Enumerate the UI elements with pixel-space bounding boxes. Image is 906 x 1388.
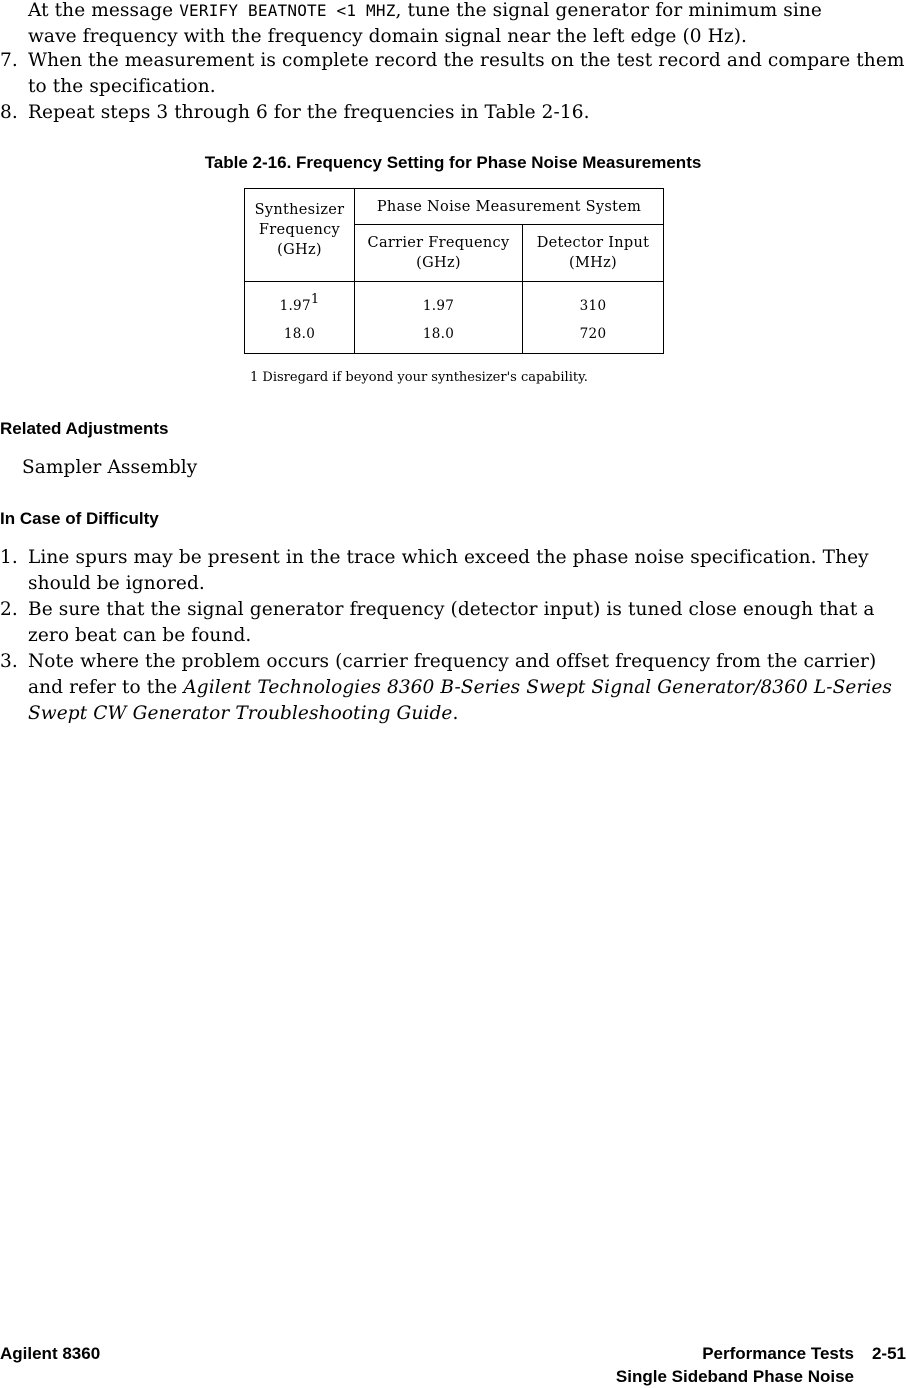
step-text-line-1: When the measurement is complete record the results on the test record and compare them [28, 50, 905, 71]
item-text-line-1: Be sure that the signal generator frequency (detector input) is tuned close enough that a [28, 599, 875, 620]
intro-prefix: At the message [28, 0, 180, 21]
header-line: Detector Input [536, 235, 650, 251]
guide-title-part-1: Agilent Technologies 8360 B-Series Swept Signal Generator/8360 L-Series [183, 677, 893, 698]
item-text-line-2: zero beat can be found. [28, 625, 252, 646]
footer-page-number: 2-51 [871, 1344, 906, 1363]
verify-beatnote-message: VERIFY BEATNOTE <1 MHZ [179, 1, 396, 20]
intro-paragraph [28, 0, 822, 24]
detector-input-header [523, 225, 664, 282]
header-line: (GHz) [416, 255, 461, 271]
header-line: Frequency [258, 222, 341, 238]
step-7 [0, 48, 906, 100]
guide-title-part-2: Swept CW Generator Troubleshooting Guide [28, 703, 453, 724]
intro-suffix: , tune the signal generator for minimum sine [395, 0, 822, 21]
step-text-line-1: Repeat steps 3 through 6 for the frequencies in Table 2-16. [28, 102, 590, 123]
intro-line-2: wave frequency with the frequency domain signal near the left edge (0 Hz). [28, 26, 747, 47]
footer-section: Performance Tests [702, 1344, 854, 1363]
difficulty-item-3 [0, 649, 906, 727]
step-number: 8. [0, 102, 18, 123]
related-adjustments-heading: Related Adjustments [0, 419, 169, 438]
synth-cell [245, 282, 355, 322]
item-number: 3. [0, 651, 18, 672]
item-text-line-1: Line spurs may be present in the trace which exceed the phase noise specification. They [28, 547, 869, 568]
period: . [452, 703, 459, 724]
item-number: 1. [0, 547, 18, 568]
item-text-line-2: should be ignored. [28, 573, 205, 594]
carrier-cell: 1.97 [355, 282, 523, 322]
header-line: Carrier Frequency [367, 235, 510, 251]
item-text-line-2 [28, 675, 892, 701]
header-line: (GHz) [277, 242, 322, 258]
item-text-line-3 [28, 701, 458, 727]
item-text-line-1: Note where the problem occurs (carrier frequency and offset frequency from the carrier) [28, 651, 877, 672]
table-title: Table 2-16. Frequency Setting for Phase Noise Measurements [204, 153, 702, 172]
difficulty-item-2 [0, 597, 906, 649]
synthesizer-frequency-header [245, 189, 355, 282]
header-line: Synthesizer [254, 202, 345, 218]
sampler-assembly-item: Sampler Assembly [22, 457, 198, 478]
step-number: 7. [0, 50, 18, 71]
step-text-line-2: to the specification. [28, 76, 216, 97]
refer-prefix: and refer to the [28, 677, 184, 698]
footer-product: Agilent 8360 [0, 1344, 101, 1363]
detector-cell: 310 [523, 282, 664, 322]
footer-subsection: Single Sideband Phase Noise [615, 1367, 854, 1386]
table-header-row-1 [245, 189, 664, 225]
table-row [245, 282, 664, 322]
phase-noise-system-header: Phase Noise Measurement System [355, 189, 664, 225]
table-footnote: 1 Disregard if beyond your synthesizer's capability. [250, 370, 588, 385]
frequency-setting-table [244, 188, 664, 354]
footnote-marker: 1 [310, 291, 320, 307]
header-line: (MHz) [569, 255, 617, 271]
difficulty-item-1 [0, 545, 906, 597]
synth-cell: 18.0 [245, 322, 355, 354]
carrier-cell: 18.0 [355, 322, 523, 354]
detector-cell: 720 [523, 322, 664, 354]
carrier-frequency-header [355, 225, 523, 282]
table-row [245, 322, 664, 354]
step-8 [0, 100, 906, 126]
in-case-of-difficulty-heading: In Case of Difficulty [0, 509, 159, 528]
synth-value: 1.97 [279, 297, 311, 314]
item-number: 2. [0, 599, 18, 620]
